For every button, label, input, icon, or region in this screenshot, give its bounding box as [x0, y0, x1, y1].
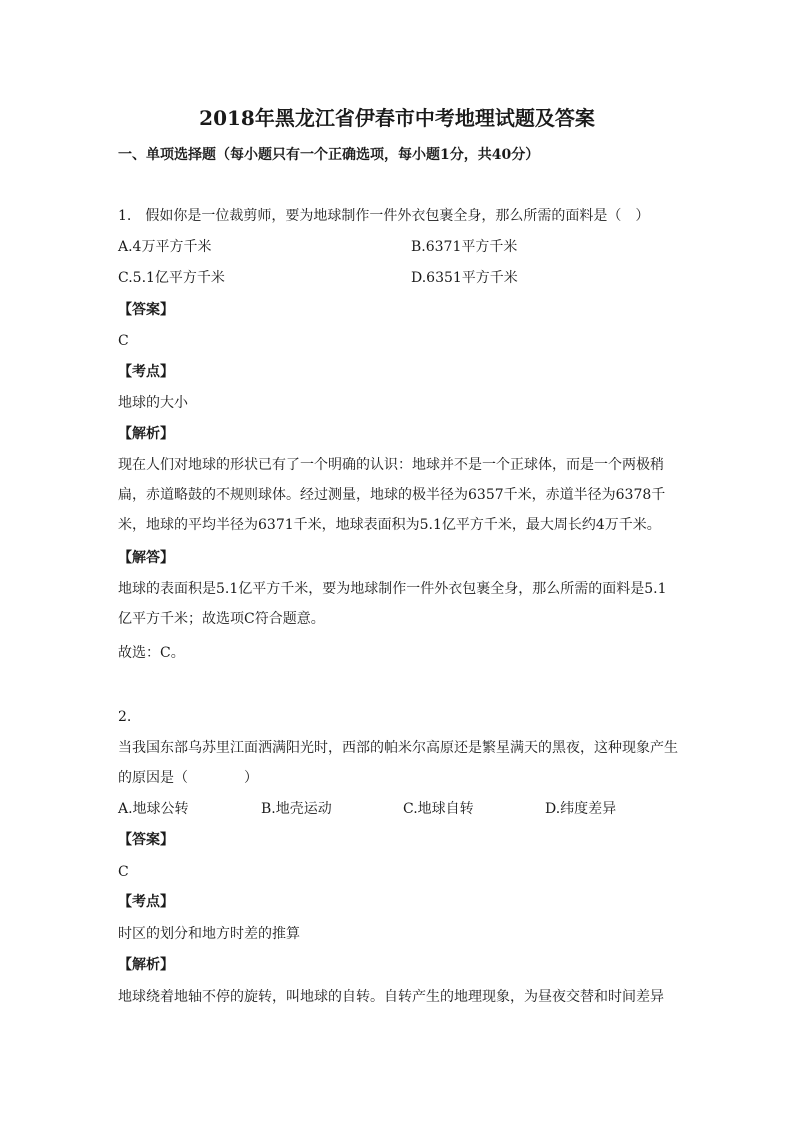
q2-answer: C — [118, 864, 129, 880]
q2-point: 时区的划分和地方时差的推算 — [118, 926, 300, 942]
q2-stem: 当我国东部乌苏里江面洒满阳光时，西部的帕米尔高原还是繁星满天的黑夜，这种现象产生的原因是（ ） — [118, 740, 678, 786]
q1-point: 地球的大小 — [118, 395, 188, 411]
q2-point-label: 【考点】 — [118, 894, 174, 910]
q1-solution: 地球的表面积是5.1亿平方千米，要为地球制作一件外衣包裹全身，那么所需的面料是5.1亿平方千米；故选项C符合题意。 — [118, 581, 667, 627]
q2-option-b: B.地壳运动 — [261, 801, 332, 817]
q1-analysis: 现在人们对地球的形状已有了一个明确的认识：地球并不是一个正球体，而是一个两极稍扁，赤道略鼓的不规则球体。经过测量，地球的极半径为6357千米，赤道半径为6378千米，地球的平均半径为6371千米，地球表面积为5.1亿平方千米，最大周长约4万千米。 — [118, 457, 666, 533]
q1-analysis-label: 【解析】 — [118, 426, 174, 442]
q1-option-b: B.6371平方千米 — [411, 239, 518, 255]
q2-answer-label: 【答案】 — [118, 832, 174, 848]
q2-analysis: 地球绕着地轴不停的旋转，叫地球的自转。自转产生的地理现象，为昼夜交替和时间差异 — [118, 989, 664, 1005]
q1-option-d: D.6351平方千米 — [411, 270, 518, 286]
q1-answer: C — [118, 333, 129, 349]
q2-analysis-label: 【解析】 — [118, 957, 174, 973]
q1-stem: 1. 假如你是一位裁剪师，要为地球制作一件外衣包裹全身，那么所需的面料是（ ） — [118, 208, 650, 224]
q2-option-c: C.地球自转 — [403, 801, 474, 817]
q1-final: 故选：C。 — [118, 645, 185, 661]
q2-option-a: A.地球公转 — [118, 801, 189, 817]
document-title: 2018年黑龙江省伊春市中考地理试题及答案 — [199, 106, 595, 130]
q1-point-label: 【考点】 — [118, 364, 174, 380]
q1-solution-label: 【解答】 — [118, 550, 174, 566]
q2-number: 2. — [118, 709, 132, 725]
q2-option-d: D.纬度差异 — [545, 801, 617, 817]
section-heading: 一、单项选择题（每小题只有一个正确选项，每小题1分，共40分） — [118, 147, 540, 163]
q1-answer-label: 【答案】 — [118, 302, 174, 318]
q1-option-c: C.5.1亿平方千米 — [118, 270, 225, 286]
q1-option-a: A.4万平方千米 — [118, 239, 212, 255]
